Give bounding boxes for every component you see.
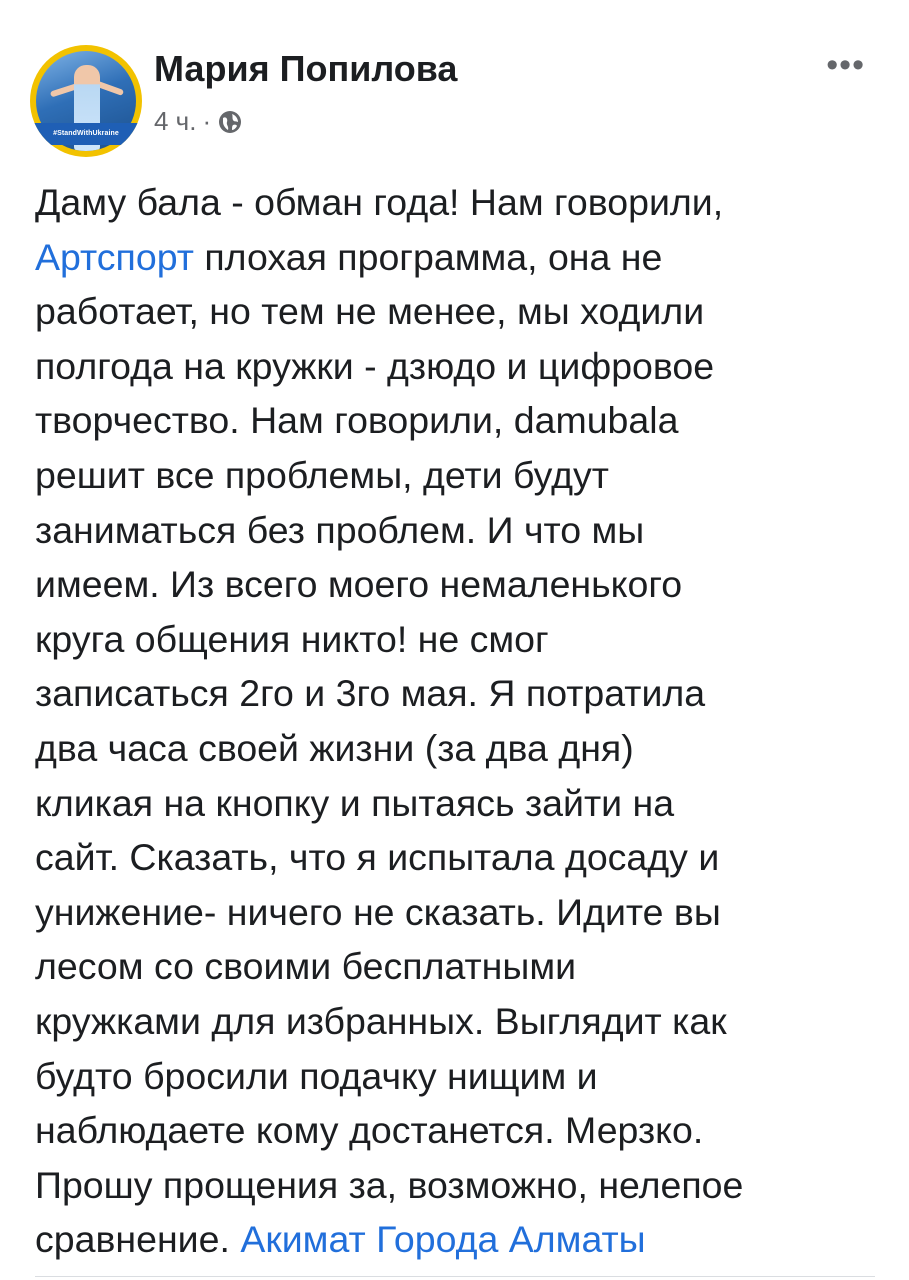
- post-text-segment: кликая на кнопку и пытаясь зайти на: [35, 781, 675, 824]
- post-text-line: [35, 830, 875, 885]
- post-text-segment: круга общения никто! не смог: [35, 617, 549, 660]
- post-text-line: [35, 994, 875, 1049]
- divider: [35, 1276, 875, 1277]
- post-text-segment: сравнение.: [35, 1218, 241, 1261]
- post-text-line: [35, 1103, 875, 1158]
- post-text: [35, 175, 875, 1267]
- globe-icon[interactable]: [217, 109, 243, 135]
- avatar-badge: #StandWithUkraine: [30, 123, 142, 145]
- post-text-line: [35, 284, 875, 339]
- post-text-segment: полгода на кружки - дзюдо и цифровое: [35, 344, 715, 387]
- post-text-line: [35, 448, 875, 503]
- post-text-line: [35, 393, 875, 448]
- post-text-line: [35, 721, 875, 776]
- post-text-line: [35, 666, 875, 721]
- post-text-segment: имеем. Из всего моего немаленького: [35, 563, 683, 606]
- post-time[interactable]: 4 ч.: [154, 106, 197, 136]
- post-text-line: [35, 776, 875, 831]
- mention-link[interactable]: Акимат Города Алматы: [240, 1218, 646, 1261]
- post-text-segment: заниматься без проблем. И что мы: [35, 508, 645, 551]
- post-text-segment: будто бросили подачку нищим и: [35, 1054, 598, 1097]
- post-text-segment: лесом со своими бесплатными: [35, 945, 577, 988]
- post-text-line: [35, 557, 875, 612]
- post-text-segment: Прошу прощения за, возможно, нелепое: [35, 1163, 744, 1206]
- post-text-line: [35, 1049, 875, 1104]
- post-text-segment: кружками для избранных. Выглядит как: [35, 999, 727, 1042]
- post-text-segment: решит все проблемы, дети будут: [35, 453, 609, 496]
- post-text-segment: сайт. Сказать, что я испытала досаду и: [35, 836, 720, 879]
- mention-link[interactable]: Артспорт: [35, 235, 194, 278]
- post-text-line: [35, 503, 875, 558]
- avatar[interactable]: [30, 45, 142, 157]
- post-text-line: [35, 885, 875, 940]
- post-text-segment: унижение- ничего не сказать. Идите вы: [35, 890, 721, 933]
- post-header: [0, 0, 909, 170]
- post-text-line: [35, 339, 875, 394]
- post-text-line: [35, 175, 875, 230]
- post-text-segment: записаться 2го и 3го мая. Я потратила: [35, 672, 706, 715]
- meta-separator: ·: [202, 106, 212, 136]
- post-text-segment: наблюдаете кому достанется. Мерзко.: [35, 1109, 704, 1152]
- post-text-segment: плохая программа, она не: [193, 235, 663, 278]
- post-meta: [154, 106, 243, 137]
- post-text-line: [35, 1212, 875, 1267]
- more-options-button[interactable]: •••: [826, 46, 865, 84]
- author-name[interactable]: Мария Попилова: [154, 48, 458, 89]
- post-text-segment: два часа своей жизни (за два дня): [35, 726, 634, 769]
- post-text-segment: Даму бала - обман года! Нам говорили,: [35, 181, 724, 223]
- post-text-segment: работает, но тем не менее, мы ходили: [35, 290, 705, 333]
- post-text-line: [35, 230, 875, 285]
- post-text-line: [35, 1158, 875, 1213]
- post-text-line: [35, 612, 875, 667]
- post-text-line: [35, 939, 875, 994]
- post-text-segment: творчество. Нам говорили, damubala: [35, 399, 679, 442]
